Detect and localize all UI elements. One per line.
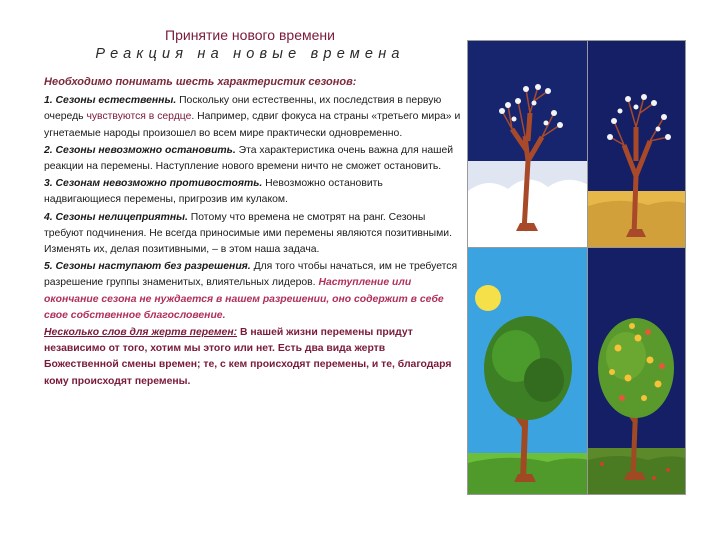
summer-panel [467, 247, 591, 495]
closing-lead: Несколько слов для жертв перемен: [44, 327, 238, 339]
point-4 [44, 210, 462, 259]
spring-panel [587, 40, 686, 248]
point-3-text: Невозможно остановить надвигающиеся перемены, пригрозив им кулаком. [44, 178, 383, 206]
point-4-text: Потому что времена не смотрят на ранг. Сезоны требуют подчинения. Не всегда приносимые ими перемены являются позитивными. Изменять их, делая позитивными, – в этом наша задача. [44, 211, 452, 256]
point-2-lead: 2. Сезоны невозможно остановить. [44, 144, 236, 156]
intro-heading: Необходимо понимать шесть характеристик сезонов: [44, 76, 357, 88]
slide-subtitle: Реакция на новые времена [95, 46, 405, 62]
point-2-text: Эта характеристика очень важна для нашей реакции на перемены. Наступление нового времени ничто не сможет остановить. [44, 144, 454, 173]
point-2 [44, 143, 462, 175]
autumn-tree-icon [588, 248, 685, 494]
spring-tree-icon [588, 41, 685, 247]
point-1-lead: 1. Сезоны естественны. [44, 95, 177, 107]
point-1-text-end: . Например, сдвиг фокуса на страны «третьего мира» и угнетаемые народы произошел во всем мире практически одновременно. [44, 111, 461, 139]
point-1-text: Поскольку они естественны, их последствия в первую очередь [44, 95, 442, 123]
point-4-lead: 4. Сезоны нелицеприятны. [44, 211, 188, 223]
point-3-lead: 3. Сезонам невозможно противостоять. [44, 178, 263, 190]
closing-text: В нашей жизни перемены придут независимо от того, хотим мы этого или нет. Есть два вида жертв Божественной смены времен; те, с кем происходят перемены, и те, благодаря кому происходят перемены. [44, 327, 452, 387]
point-1-mark: чувствуются в сердце [86, 111, 192, 123]
autumn-panel [587, 247, 686, 495]
point-5 [44, 259, 462, 324]
point-1 [44, 93, 462, 142]
point-3 [44, 176, 462, 208]
winter-tree-icon [468, 41, 590, 247]
point-5-emph: Наступление или окончание сезона не нуждается в нашем разрешении, оно содержит в себе свое собственное благословение. [44, 277, 444, 321]
closing-paragraph [44, 325, 462, 390]
summer-tree-icon [468, 248, 590, 494]
point-5-text: Для того чтобы начаться, им не требуется разрешение группы знаменитых, влиятельных лидеров. [44, 261, 458, 289]
body-text [44, 74, 462, 390]
point-5-lead: 5. Сезоны наступают без разрешения. [44, 261, 251, 273]
slide-title: Принятие нового времени [165, 27, 335, 43]
winter-panel [467, 40, 591, 248]
